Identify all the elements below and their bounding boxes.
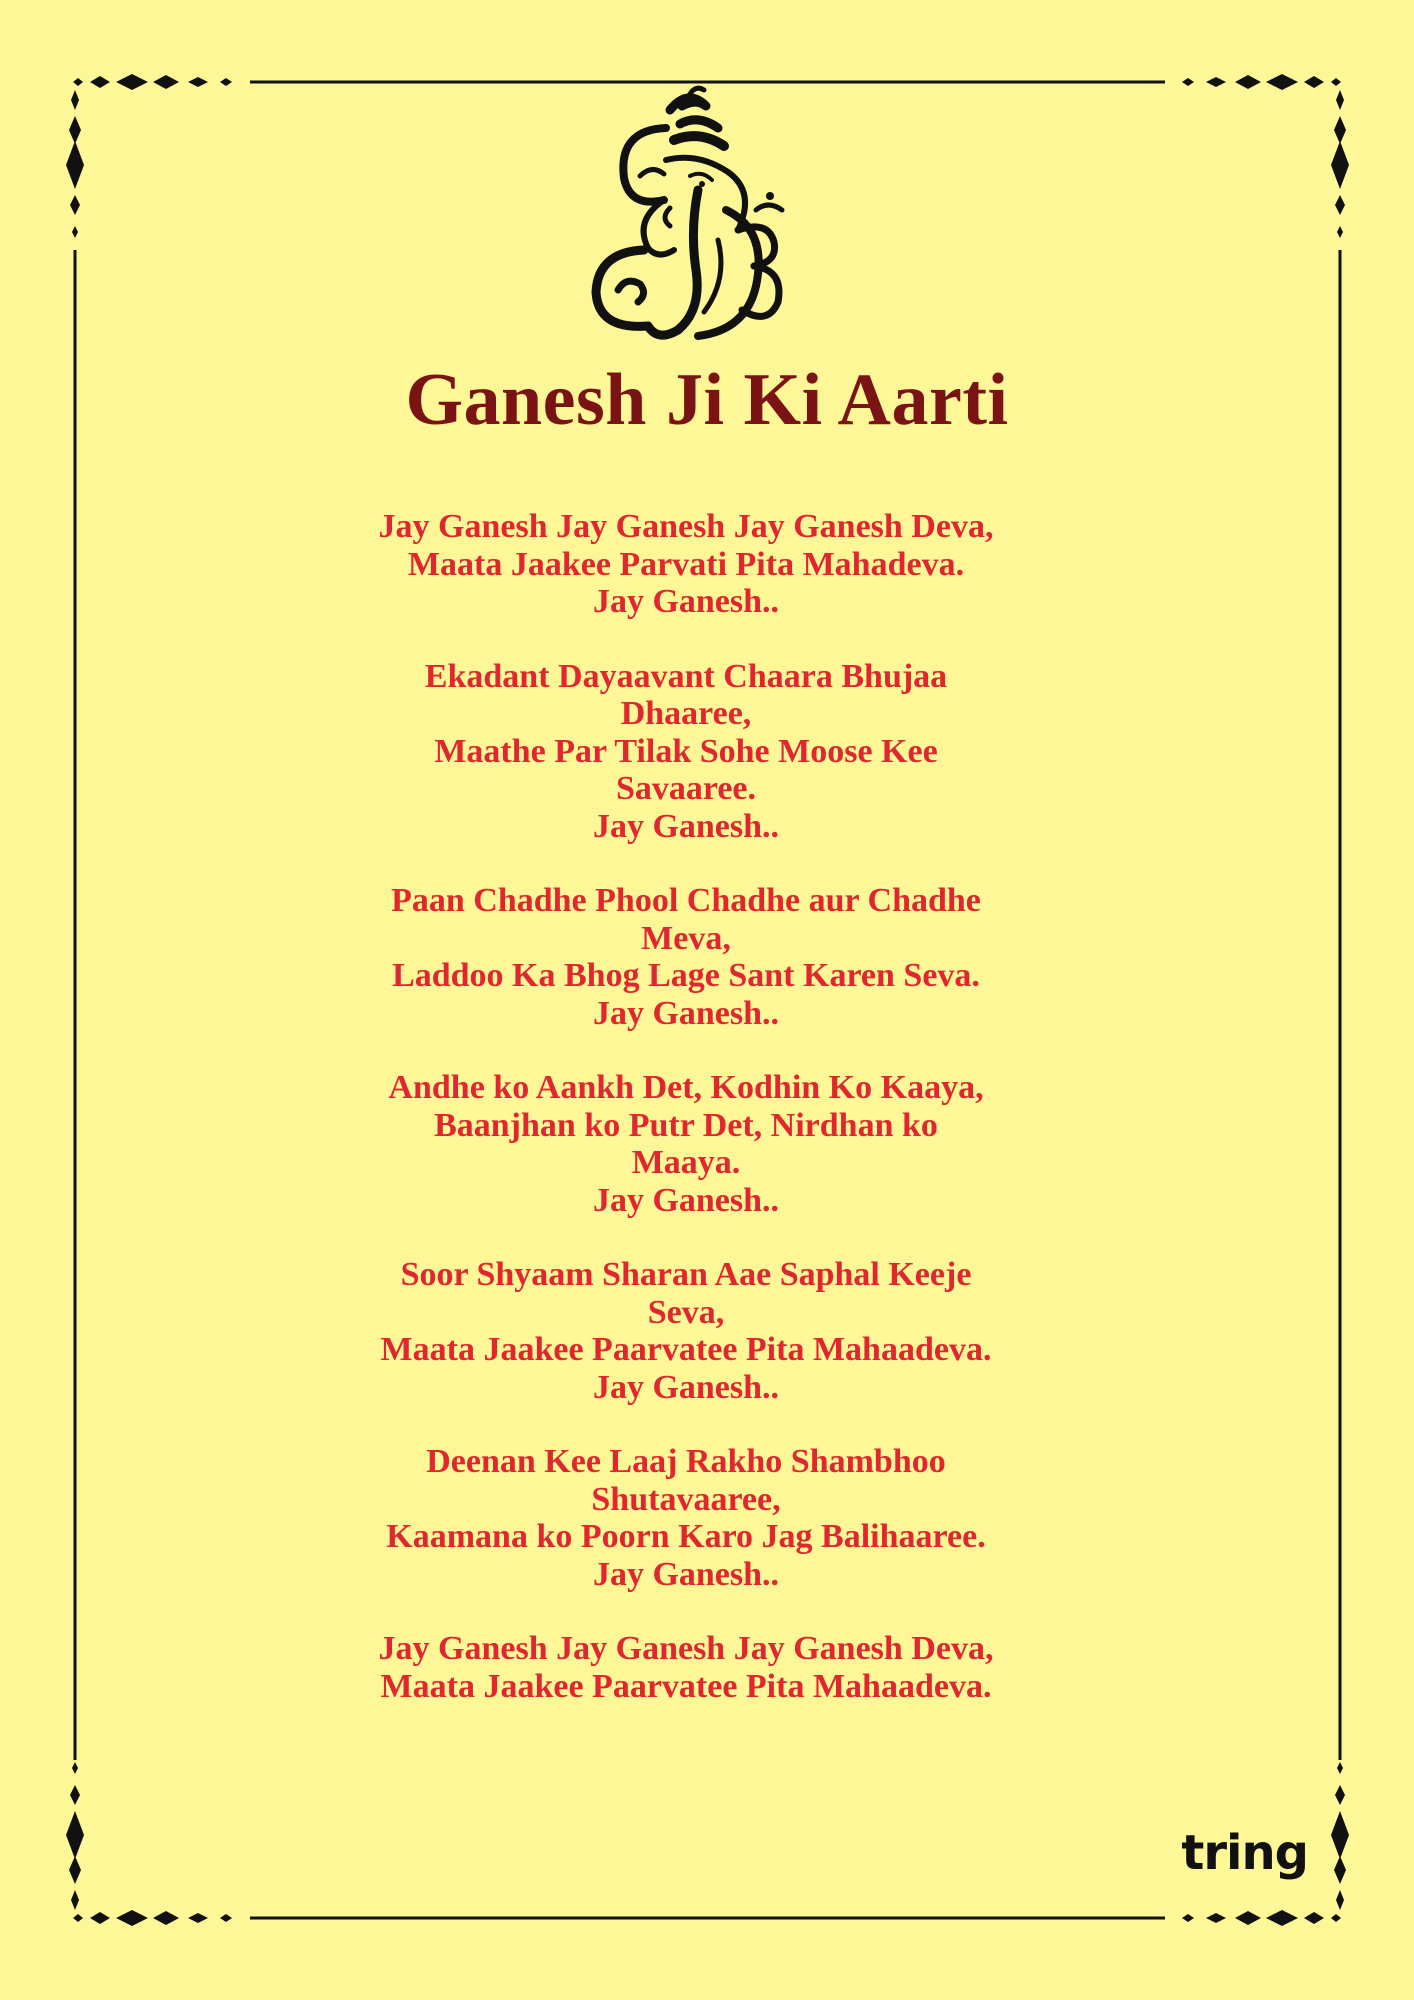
diamond-ornament bbox=[90, 76, 110, 88]
lyric-line: Jay Ganesh.. bbox=[592, 994, 780, 1032]
lyric-line: Baanjhan ko Putr Det, Nirdhan ko bbox=[434, 1106, 938, 1144]
lyric-line: Maata Jaakee Parvati Pita Mahadeva. bbox=[407, 545, 965, 583]
diamond-ornament bbox=[153, 1911, 179, 1925]
diamond-ornament bbox=[1304, 1912, 1324, 1924]
diamond-ornament bbox=[1334, 1856, 1346, 1884]
diamond-ornament bbox=[73, 78, 83, 86]
diamond-ornament bbox=[71, 90, 79, 110]
diamond-ornament bbox=[1337, 226, 1343, 238]
stanza bbox=[307, 1069, 1065, 1219]
lyric-line: Jay Ganesh.. bbox=[592, 1368, 780, 1406]
page-title: Ganesh Ji Ki Aarti bbox=[405, 359, 1009, 441]
diamond-ornament bbox=[73, 1914, 83, 1922]
diamond-ornament bbox=[69, 116, 81, 144]
diamond-ornament bbox=[1266, 1910, 1298, 1926]
diamond-ornament bbox=[1235, 75, 1261, 89]
lyric-line: Meva, bbox=[641, 919, 731, 957]
stanza bbox=[307, 508, 1065, 621]
diamond-ornament bbox=[1266, 74, 1298, 90]
diamond-ornament bbox=[1331, 141, 1349, 189]
diamond-ornament bbox=[71, 1890, 79, 1910]
lyric-line: Shutavaaree, bbox=[591, 1480, 781, 1518]
aarti-lyrics bbox=[307, 508, 1065, 1742]
diamond-ornament bbox=[1235, 1911, 1261, 1925]
diamond-ornament bbox=[220, 78, 232, 86]
diamond-ornament bbox=[1335, 1785, 1345, 1805]
diamond-ornament bbox=[188, 1913, 208, 1923]
diamond-ornament bbox=[1206, 77, 1226, 87]
lyric-line: Jay Ganesh Jay Ganesh Jay Ganesh Deva, bbox=[378, 508, 994, 545]
diamond-ornament bbox=[153, 75, 179, 89]
lyric-line: Ekadant Dayaavant Chaara Bhujaa bbox=[424, 657, 948, 695]
lyric-line: Laddoo Ka Bhog Lage Sant Karen Seva. bbox=[392, 957, 980, 994]
lyric-line: Maata Jaakee Paarvatee Pita Mahaadeva. bbox=[380, 1331, 992, 1368]
stanza bbox=[307, 1443, 1065, 1593]
stanza bbox=[307, 882, 1065, 1032]
lyric-line: Kaamana ko Poorn Karo Jag Balihaaree. bbox=[386, 1518, 986, 1555]
stanza bbox=[307, 1256, 1065, 1406]
diamond-ornament bbox=[72, 226, 78, 238]
diamond-ornament bbox=[1334, 116, 1346, 144]
diamond-ornament bbox=[72, 1762, 78, 1774]
lyric-line: Jay Ganesh.. bbox=[592, 1181, 780, 1219]
ganesha-icon bbox=[578, 80, 798, 350]
diamond-ornament bbox=[116, 1910, 148, 1926]
diamond-ornament bbox=[66, 1811, 84, 1859]
brand-logo: tring bbox=[1181, 1825, 1308, 1881]
lyric-line: Paan Chadhe Phool Chadhe aur Chadhe bbox=[391, 882, 981, 919]
lyric-line: Soor Shyaam Sharan Aae Saphal Keeje bbox=[400, 1256, 972, 1293]
lyric-line: Andhe ko Aankh Det, Kodhin Ko Kaaya, bbox=[388, 1069, 984, 1106]
diamond-ornament bbox=[1336, 1890, 1344, 1910]
diamond-ornament bbox=[1206, 1913, 1226, 1923]
lyric-line: Maathe Par Tilak Sohe Moose Kee bbox=[434, 732, 938, 770]
diamond-ornament bbox=[90, 1912, 110, 1924]
lyric-line: Dhaaree, bbox=[620, 695, 752, 732]
lyric-line: Jay Ganesh.. bbox=[592, 1555, 780, 1593]
stanza bbox=[307, 658, 1065, 846]
diamond-ornament bbox=[220, 1914, 232, 1922]
lyric-line: Maata Jaakee Paarvatee Pita Mahaadeva. bbox=[380, 1667, 992, 1705]
diamond-ornament bbox=[66, 141, 84, 189]
diamond-ornament bbox=[116, 74, 148, 90]
lyric-line: Jay Ganesh.. bbox=[592, 583, 780, 620]
diamond-ornament bbox=[1335, 195, 1345, 215]
diamond-ornament bbox=[1337, 1762, 1343, 1774]
diamond-ornament bbox=[1182, 78, 1194, 86]
diamond-ornament bbox=[1331, 1811, 1349, 1859]
lyric-line: Maaya. bbox=[631, 1144, 741, 1181]
diamond-ornament bbox=[69, 1856, 81, 1884]
diamond-ornament bbox=[70, 1785, 80, 1805]
diamond-ornament bbox=[1304, 76, 1324, 88]
lyric-line: Jay Ganesh.. bbox=[592, 807, 780, 845]
diamond-ornament bbox=[1336, 90, 1344, 110]
diamond-ornament bbox=[1331, 1914, 1341, 1922]
lyric-line: Jay Ganesh Jay Ganesh Jay Ganesh Deva, bbox=[378, 1630, 994, 1667]
lyric-line: Savaaree. bbox=[615, 770, 757, 807]
diamond-ornament bbox=[1182, 1914, 1194, 1922]
stanza bbox=[307, 1630, 1065, 1705]
diamond-ornament bbox=[70, 195, 80, 215]
lyric-line: Seva, bbox=[647, 1293, 725, 1331]
lyric-line: Deenan Kee Laaj Rakho Shambhoo bbox=[426, 1443, 946, 1480]
diamond-ornament bbox=[188, 77, 208, 87]
diamond-ornament bbox=[1331, 78, 1341, 86]
